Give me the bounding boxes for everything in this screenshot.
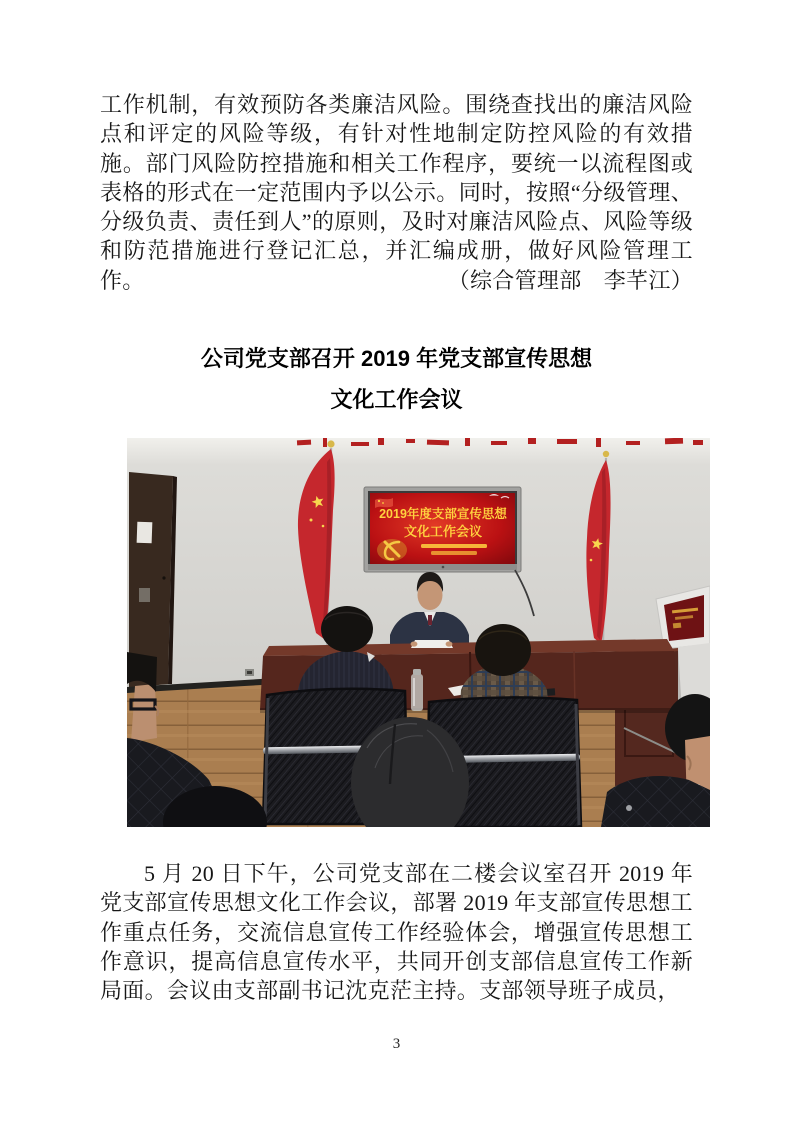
- meeting-photo-canvas: [127, 438, 710, 827]
- paragraph-risk-management-text: 工作机制，有效预防各类廉洁风险。围绕查找出的廉洁风险点和评定的风险等级，有针对性地制定防控风险的有效措施。部门风险防控措施和相关工作程序，要统一以流程图或表格的形式在一定范围内予以公示。同时，按照“分级管理、分级负责、责任到人”的原则，及时对廉洁风险点、风险等级和防范措施进行登记汇总，并汇编成册，做好风险管理工作。: [100, 92, 693, 293]
- paragraph-meeting-report: 5 月 20 日下午，公司党支部在二楼会议室召开 2019 年党支部宣传思想文化工作会议，部署 2019 年支部宣传思想工作重点任务，交流信息宣传工作经验体会，增强宣传思想工作意识，提高信息宣传水平，共同开创支部信息宣传工作新局面。会议由支部副书记沈克茫主持。支部领导班子成员，: [100, 861, 693, 1004]
- meeting-photo: [127, 438, 710, 827]
- party-emblem: [377, 539, 407, 561]
- tv-slide-title-line2: 文化工作会议: [403, 524, 483, 539]
- byline-author: （综合管理部 李芊江）: [447, 267, 693, 293]
- article-title: [0, 338, 793, 420]
- page-number: 3: [392, 1036, 401, 1052]
- article-title-line1: 公司党支部召开 2019 年党支部宣传思想: [200, 346, 593, 371]
- water-bottle: [411, 669, 423, 711]
- paragraph-risk-management: [100, 90, 693, 295]
- article-title-line2: 文化工作会议: [330, 387, 463, 412]
- tv-slide-title-line1: 2019年度支部宣传思想: [379, 507, 507, 521]
